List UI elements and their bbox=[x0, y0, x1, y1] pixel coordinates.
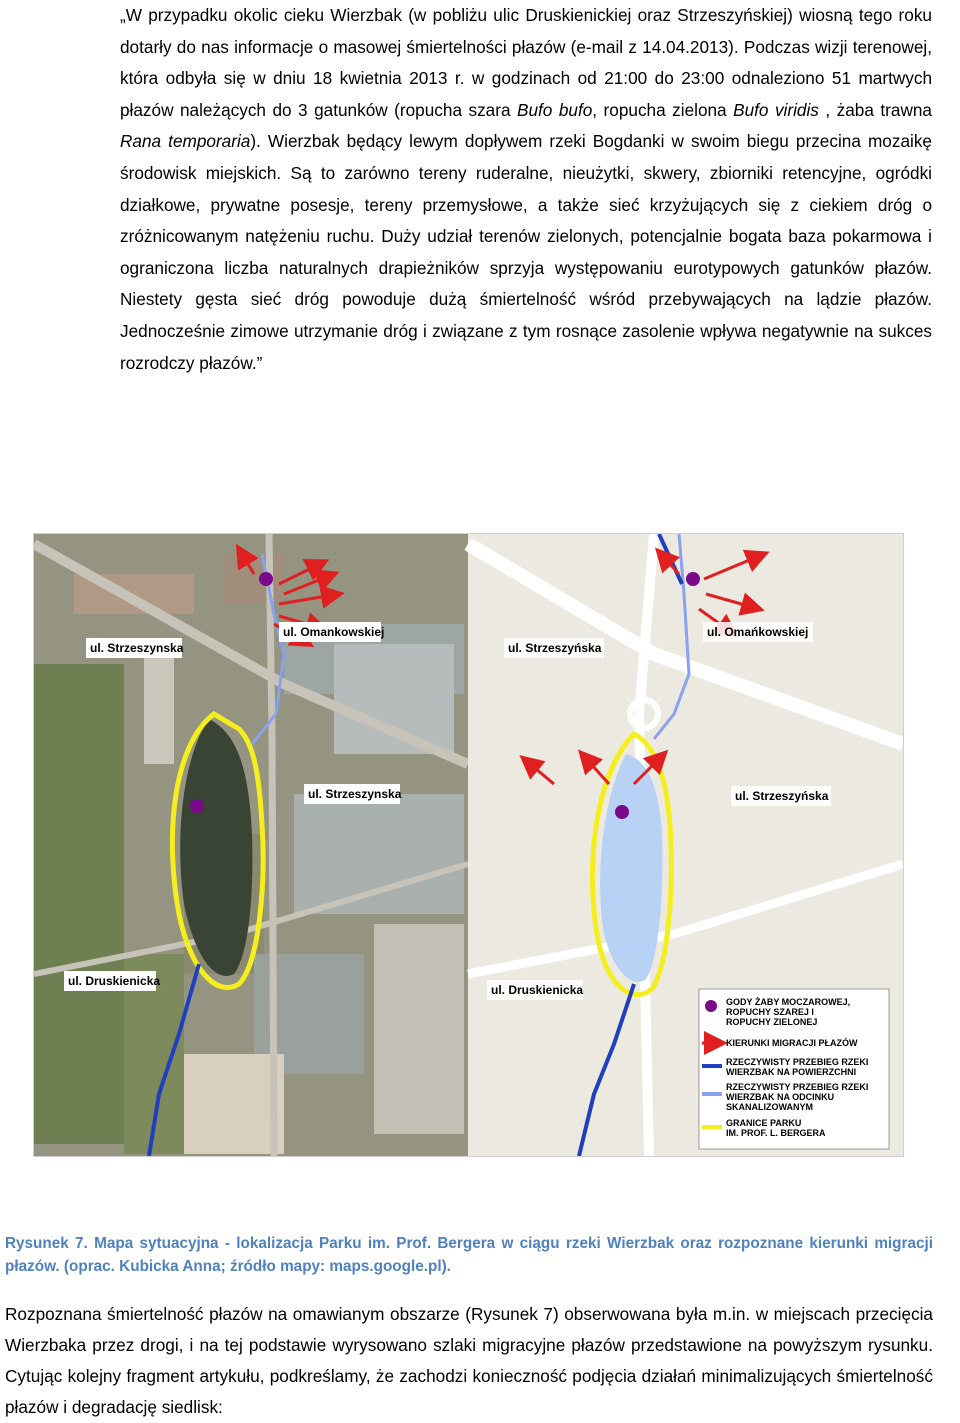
map-svg bbox=[34, 534, 903, 1156]
label-strzeszynska-right-top: ul. Strzeszyńska bbox=[508, 641, 602, 655]
quote-text-2: , ropucha zielona bbox=[592, 99, 734, 120]
legend-river-canal-1: RZECZYWISTY PRZEBIEG RZEKI bbox=[726, 1082, 869, 1092]
map-figure bbox=[33, 533, 904, 1157]
quote-text-3: , żaba trawna bbox=[818, 99, 932, 120]
species-bufo-bufo: Bufo bufo bbox=[517, 99, 593, 120]
legend-river-canal-3: SKANALIZOWANYM bbox=[726, 1102, 813, 1112]
satellite-map bbox=[34, 534, 468, 1156]
map-legend bbox=[699, 989, 889, 1149]
legend-park-2: IM. PROF. L. BERGERA bbox=[726, 1128, 826, 1138]
legend-migration: KIERUNKI MIGRACJI PŁAZÓW bbox=[726, 1038, 858, 1048]
legend-river-surface-2: WIERZBAK NA POWIERZCHNI bbox=[726, 1067, 857, 1077]
label-strzeszynska-left-top: ul. Strzeszynska bbox=[90, 641, 184, 655]
label-strzeszynska-left-mid: ul. Strzeszynska bbox=[308, 787, 402, 801]
quote-paragraph bbox=[120, 0, 932, 379]
label-omankowskiej-right: ul. Omańkowskiej bbox=[707, 625, 809, 639]
legend-park-1: GRANICE PARKU bbox=[726, 1118, 802, 1128]
quote-text-4: ). Wierzbak będący lewym dopływem rzeki Bogdanki w swoim biegu przecina mozaikę środowisk miejskich. Są to zarówno tereny ruderalne, nieużytki, skwery, zbiorniki retencyjne, ogródki działkowe, prywatne posesje, tereny przemysłowe, a także sieć krzyżujących się z ciekiem dróg o zróżnicowanym natężeniu ruchu. Duży udział terenów zielonych, potencjalnie bogata baza pokarmowa i ograniczona liczba naturalnych drapieżników sprzyja występowaniu eurotypowych gatunków płazów. Niestety gęsta sieć dróg powoduje dużą śmiertelność wśród przebywających na lądzie płazów. Jednocześnie zimowe utrzymanie dróg i związane z tym rosnące zasolenie wpływa negatywnie na sukces rozrodczy płazów.” bbox=[120, 131, 932, 373]
legend-river-canal-2: WIERZBAK NA ODCINKU bbox=[726, 1092, 835, 1102]
breeding-point-icon bbox=[705, 1000, 717, 1012]
label-druskienicka-left: ul. Druskienicka bbox=[68, 974, 161, 988]
legend-breeding-1: GODY ŻABY MOCZAROWEJ, bbox=[726, 997, 851, 1007]
legend-breeding-2: ROPUCHY SZAREJ I bbox=[726, 1007, 814, 1017]
label-omankowskiej-left: ul. Omankowskiej bbox=[283, 625, 385, 639]
figure-caption: Rysunek 7. Mapa sytuacyjna - lokalizacja Parku im. Prof. Bergera w ciągu rzeki Wierzbak oraz rozpoznane kierunki migracji płazów. (oprac. Kubicka Anna; źródło mapy: maps.google.pl). bbox=[5, 1235, 933, 1275]
label-druskienicka-right: ul. Druskienicka bbox=[491, 983, 584, 997]
legend-river-surface-1: RZECZYWISTY PRZEBIEG RZEKI bbox=[726, 1057, 869, 1067]
species-bufo-viridis: Bufo viridis bbox=[733, 99, 819, 120]
body-paragraph: Rozpoznana śmiertelność płazów na omawianym obszarze (Rysunek 7) obserwowana była m.in. w miejscach przecięcia Wierzbaka przez drogi, i na tej podstawie wyrysowano szlaki migracyjne płazów przedstawione na powyższym rysunku. Cytując kolejny fragment artykułu, podkreślamy, że zachodzi konieczność podjęcia działań minimalizujących śmiertelność płazów i degradację siedlisk: bbox=[5, 1304, 933, 1417]
label-strzeszynska-right-mid: ul. Strzeszyńska bbox=[735, 789, 829, 803]
quote-text-1: „W przypadku okolic cieku Wierzbak (w pobliżu ulic Druskienickiej oraz Strzeszyńskiej) wiosną tego roku dotarły do nas informacje o masowej śmiertelności płazów (e-mail z 14.04.2013). Podczas wizji terenowej, która odbyła się w dniu 18 kwietnia 2013 r. w godzinach od 21:00 do 23:00 odnaleziono 51 martwych płazów należących do 3 gatunków (ropucha szara bbox=[120, 5, 932, 120]
species-rana-temporaria: Rana temporaria bbox=[120, 131, 251, 152]
legend-breeding-3: ROPUCHY ZIELONEJ bbox=[726, 1017, 818, 1027]
